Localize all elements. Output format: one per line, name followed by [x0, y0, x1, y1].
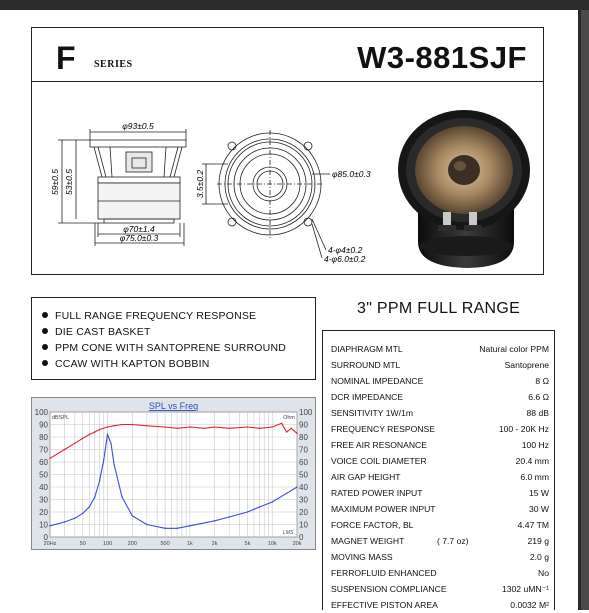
- x-tick-label: 1k: [186, 541, 193, 547]
- y2-tick-label: 20: [299, 508, 308, 517]
- x-tick-label: 5k: [244, 541, 251, 547]
- impedance-curve-point: [99, 480, 100, 481]
- spec-label: FORCE FACTOR, BL: [331, 520, 414, 530]
- impedance-curve-point: [247, 511, 248, 512]
- dim-holes-4: 4-φ4±0.2: [328, 245, 363, 255]
- spl-curve-point: [189, 426, 190, 427]
- spec-value: 6.0 mm: [520, 472, 549, 482]
- dim-height-53: 53±0.5: [64, 169, 74, 195]
- spec-label: VOICE COIL DIAMETER: [331, 456, 427, 466]
- y-tick-label: 10: [39, 520, 48, 530]
- feature-text: PPM CONE WITH SANTOPRENE SURROUND: [55, 342, 287, 354]
- spec-row: [331, 373, 549, 389]
- spec-value: Santoprene: [504, 360, 549, 370]
- spec-value: 88 dB: [526, 408, 549, 418]
- impedance-curve-point: [214, 520, 215, 521]
- impedance-curve-point: [103, 459, 104, 460]
- series-letter: F: [56, 40, 76, 76]
- impedance-curve-point: [121, 496, 122, 497]
- spec-row: [331, 437, 549, 453]
- y-tick-label: 90: [39, 420, 48, 430]
- right-border: [578, 0, 589, 610]
- impedance-curve-point: [49, 525, 50, 526]
- x-tick-label: 100: [102, 541, 113, 547]
- spec-value: Natural color PPM: [479, 344, 549, 354]
- spec-label: NOMINAL IMPEDANCE: [331, 376, 424, 386]
- side-view-drawing: [58, 129, 186, 246]
- spec-value: 0.0032 M²: [510, 600, 549, 610]
- y2-tick-label: 80: [299, 433, 308, 442]
- scroll-track: [581, 10, 589, 610]
- y2-tick-label: 40: [299, 483, 308, 492]
- dim-3-5: 3.5±0.2: [195, 169, 205, 199]
- chart-title: SPL vs Freq: [148, 401, 199, 411]
- bullet-icon: [42, 360, 48, 366]
- dim-holes-6: 4-φ6.0±0.2: [324, 254, 366, 264]
- spl-curve-point: [286, 431, 287, 432]
- impedance-curve-point: [110, 443, 111, 444]
- model-number: W3-881SJF: [357, 40, 527, 75]
- spec-row: [331, 405, 549, 421]
- dim-75: φ75.0±0.3: [119, 233, 159, 243]
- spl-curve-point: [176, 428, 177, 429]
- footer-mark: LMS: [283, 530, 294, 536]
- feature-item: [42, 356, 315, 372]
- spl-curve-point: [89, 434, 90, 435]
- impedance-curve-point: [189, 525, 190, 526]
- front-view-drawing: [202, 130, 330, 258]
- spec-row: [331, 485, 549, 501]
- y-tick-label: 40: [39, 483, 48, 492]
- spec-value: 2.0 g: [529, 552, 549, 562]
- spec-value: 20.4 mm: [515, 456, 549, 466]
- spec-label: FERROFLUID ENHANCED: [331, 568, 437, 578]
- y2-tick-label: 30: [299, 495, 308, 505]
- impedance-curve-point: [286, 493, 287, 494]
- y2-tick-label: 90: [299, 420, 308, 430]
- spec-label: FREQUENCY RESPONSE: [331, 424, 435, 434]
- spec-row: [331, 357, 549, 373]
- x-tick-label: 20k: [292, 541, 302, 547]
- spl-curve-point: [281, 423, 282, 424]
- feature-text: FULL RANGE FREQUENCY RESPONSE: [55, 310, 257, 322]
- y2-tick-label: 50: [299, 470, 308, 480]
- spec-value: 8 Ω: [535, 376, 549, 386]
- top-border: [0, 0, 589, 10]
- spec-extra: ( 7.7 oz): [437, 536, 469, 546]
- spec-row: [331, 565, 549, 581]
- feature-item: [42, 308, 315, 324]
- spec-label: SENSITIVITY 1W/1m: [331, 408, 413, 418]
- spec-value: 15 W: [528, 488, 549, 498]
- spec-row: [331, 341, 549, 357]
- datasheet-header: [31, 27, 544, 275]
- spec-label: RATED POWER INPUT: [331, 488, 423, 498]
- dim-overall-diameter: φ93±0.5: [122, 121, 154, 131]
- dim-85: φ85.0±0.3: [332, 169, 371, 179]
- x-tick-label: 500: [160, 541, 170, 547]
- spec-row: [331, 453, 549, 469]
- spl-curve-point: [107, 426, 108, 427]
- spec-row: [331, 597, 549, 613]
- bullet-icon: [42, 328, 48, 334]
- spec-label: SURROUND MTL: [331, 360, 401, 370]
- dim-height-59: 59±0.5: [50, 169, 60, 195]
- spl-curve-point: [259, 428, 260, 429]
- x-tick-label: 20Hz: [43, 541, 57, 547]
- spl-curve-point: [94, 431, 95, 432]
- spec-label: FREE AIR RESONANCE: [331, 440, 427, 450]
- feature-item: [42, 340, 315, 356]
- spec-row: [331, 533, 549, 549]
- spec-label: EFFECTIVE PISTON AREA: [331, 600, 438, 610]
- impedance-curve-point: [74, 518, 75, 519]
- spec-row: [331, 517, 549, 533]
- impedance-curve-point: [176, 528, 177, 529]
- spec-label: AIR GAP HEIGHT: [331, 472, 401, 482]
- spl-curve-point: [74, 443, 75, 444]
- spec-value: 100 - 20K Hz: [498, 424, 549, 434]
- spl-curve-point: [49, 458, 50, 459]
- spec-row: [331, 549, 549, 565]
- spl-curve-point: [121, 424, 122, 425]
- feature-text: CCAW WITH KAPTON BOBBIN: [55, 358, 210, 370]
- speaker-photo: [398, 110, 530, 268]
- spl-curve-point: [214, 426, 215, 427]
- frequency-response-graph: [31, 397, 316, 550]
- spec-row: [331, 389, 549, 405]
- y-tick-label: 70: [39, 445, 48, 455]
- impedance-curve-point: [132, 515, 133, 516]
- y-tick-label: 0: [43, 533, 48, 542]
- y2-tick-label: 0: [299, 533, 304, 542]
- impedance-curve-point: [113, 464, 114, 465]
- spec-label: MOVING MASS: [331, 552, 393, 562]
- specifications-table: [322, 330, 555, 610]
- y2-tick-label: 100: [299, 408, 313, 417]
- feature-text: DIE CAST BASKET: [55, 326, 151, 338]
- impedance-curve-point: [64, 521, 65, 522]
- impedance-curve-point: [82, 513, 83, 514]
- spl-curve-point: [146, 425, 147, 426]
- spl-curve-point: [99, 429, 100, 430]
- dim-70: φ70±1.4: [123, 224, 155, 234]
- spl-curve-point: [164, 426, 165, 427]
- y-tick-label: 50: [39, 470, 48, 480]
- y2-tick-label: 60: [299, 458, 308, 467]
- y-tick-label: 20: [39, 508, 48, 517]
- spl-curve-point: [64, 449, 65, 450]
- spl-chart: [32, 398, 315, 549]
- spl-curve-point: [228, 428, 229, 429]
- spec-row: [331, 581, 549, 597]
- spl-curve-point: [82, 438, 83, 439]
- spec-value: 30 W: [528, 504, 549, 514]
- spec-label: DCR IMPEDANCE: [331, 392, 404, 402]
- y-tick-label: 80: [39, 433, 48, 442]
- impedance-curve-point: [107, 434, 108, 435]
- spec-row: [331, 501, 549, 517]
- spec-row: [331, 469, 549, 485]
- spec-label: DIAPHRAGM MTL: [331, 344, 403, 354]
- spec-label: MAGNET WEIGHT: [331, 536, 405, 546]
- spl-curve-point: [132, 424, 133, 425]
- impedance-curve-point: [89, 506, 90, 507]
- spec-value: No: [538, 568, 549, 578]
- x-tick-label: 10k: [267, 541, 277, 547]
- spl-curve-point: [272, 426, 273, 427]
- technical-drawing: [32, 82, 543, 274]
- spl-curve-point: [290, 428, 291, 429]
- spec-row: [331, 421, 549, 437]
- spec-value: 100 Hz: [521, 440, 549, 450]
- x-tick-label: 50: [79, 541, 86, 547]
- spl-curve-point: [247, 426, 248, 427]
- spec-value: 219 g: [527, 536, 549, 546]
- y2-tick-label: 10: [299, 520, 308, 530]
- spec-value: 1302 uMN⁻¹: [501, 584, 549, 594]
- y-tick-label: 30: [39, 495, 48, 505]
- y-tick-label: 100: [34, 408, 48, 417]
- impedance-curve-point: [228, 516, 229, 517]
- impedance-curve-point: [272, 501, 273, 502]
- impedance-curve-point: [146, 524, 147, 525]
- spl-curve-point: [113, 425, 114, 426]
- left-axis-unit: dBSPL: [52, 415, 70, 421]
- x-tick-label: 200: [127, 541, 137, 547]
- spec-value: 4.47 TM: [517, 520, 549, 530]
- series-label: SERIES: [94, 59, 133, 70]
- impedance-curve-point: [259, 506, 260, 507]
- right-axis-unit: Ohm: [283, 415, 295, 421]
- impedance-curve-point: [164, 528, 165, 529]
- x-tick-label: 2k: [211, 541, 218, 547]
- spec-value: 6.6 Ω: [528, 392, 549, 402]
- spl-curve-point: [204, 428, 205, 429]
- features-list: [31, 297, 316, 380]
- bullet-icon: [42, 312, 48, 318]
- y-tick-label: 60: [39, 458, 48, 467]
- impedance-curve-point: [296, 486, 297, 487]
- bullet-icon: [42, 344, 48, 350]
- feature-item: [42, 324, 315, 340]
- product-range-title: 3" PPM FULL RANGE: [357, 300, 521, 317]
- spec-label: SUSPENSION COMPLIANCE: [331, 584, 447, 594]
- y2-tick-label: 70: [299, 445, 308, 455]
- impedance-curve-point: [94, 496, 95, 497]
- spl-curve-point: [296, 433, 297, 434]
- spec-label: MAXIMUM POWER INPUT: [331, 504, 436, 514]
